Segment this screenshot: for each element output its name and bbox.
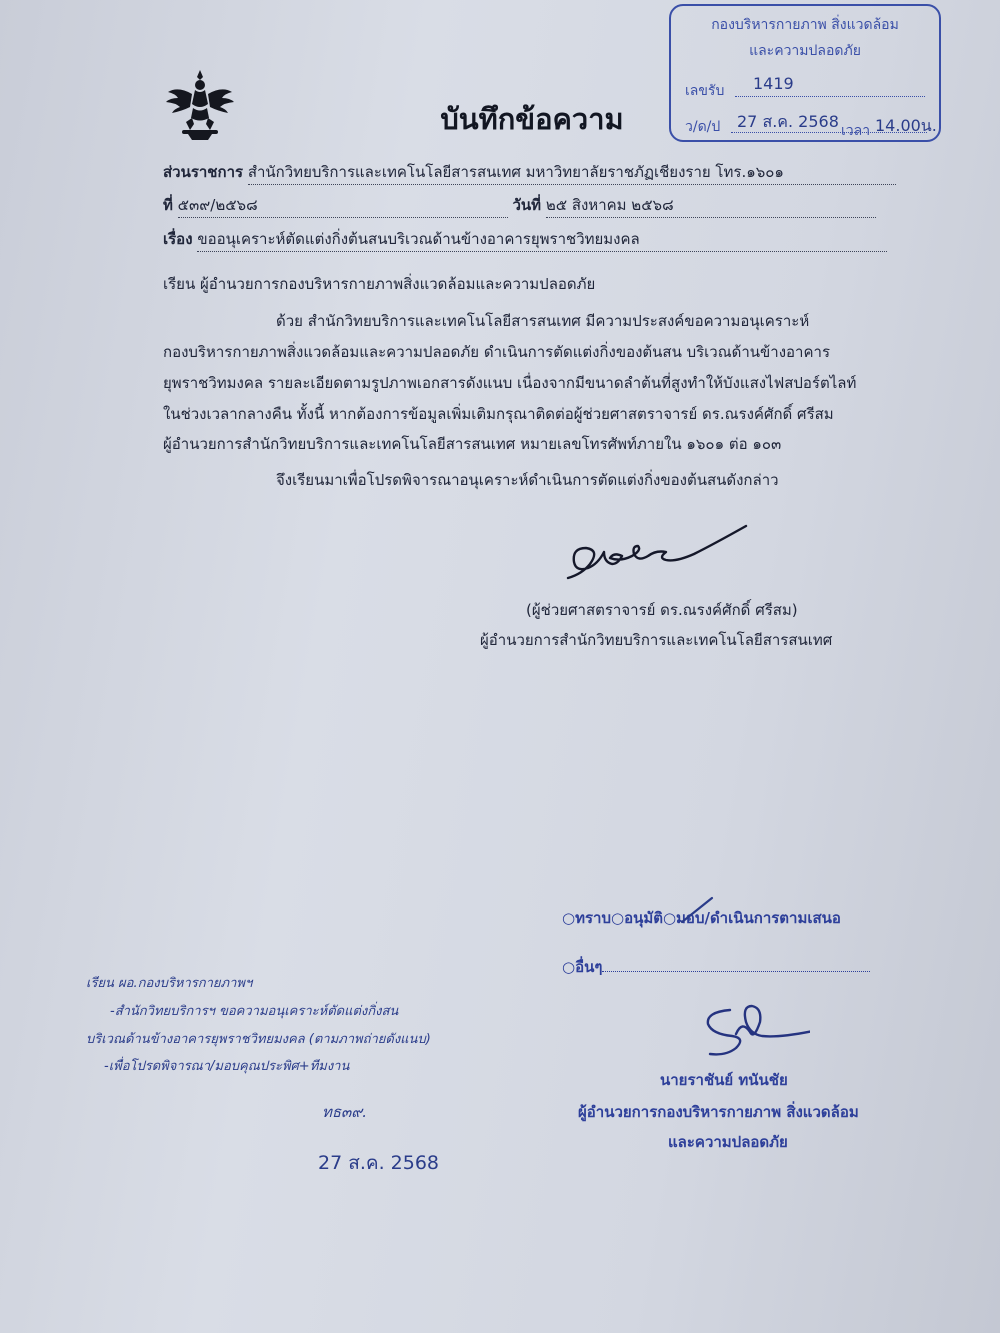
agency-value: สำนักวิทยบริการและเทคโนโลยีสารสนเทศ มหาวิทยาลัยราชภัฏเชียงราย โทร.๑๖๐๑	[248, 160, 896, 185]
paragraph-line-5: ผู้อำนวยการสำนักวิทยบริการและเทคโนโลยีสารสนเทศ หมายเลขโทรศัพท์ภายใน ๑๖๐๑ ต่อ ๑๐๓	[163, 435, 782, 453]
approver-signature	[700, 1000, 810, 1058]
stamp-receive-no: 1419	[753, 74, 794, 93]
endorsement-initials: ทธ๓๙.	[322, 1103, 368, 1121]
endorsement-date: 27 ส.ค. 2568	[318, 1152, 439, 1174]
stamp-date-value: 27 ส.ค. 2568	[737, 112, 839, 131]
endorsement-line-4: -เพื่อโปรดพิจารณา/มอบคุณประพิศ+ทีมงาน	[104, 1059, 350, 1074]
approver-position-2: และความปลอดภัย	[668, 1133, 788, 1151]
receipt-stamp	[669, 4, 941, 142]
stamp-time-value: 14.00น.	[875, 116, 937, 135]
paragraph-line-3: ยุพราชวิทมงคล รายละเอียดตามรูปภาพเอกสารดังแนบ เนื่องจากมีขนาดลำต้นที่สูงทำให้บังแสงไฟสปอร์ตไลท์	[163, 374, 857, 392]
subject-row	[163, 227, 887, 252]
ref-row	[163, 193, 876, 218]
endorsement-line-2: -สำนักวิทยบริการฯ ขอความอนุเคราะห์ตัดแต่งกิ่งสน	[110, 1004, 399, 1019]
decision-other	[562, 955, 870, 979]
subject-label: เรื่อง	[163, 230, 193, 248]
date-value: ๒๕ สิงหาคม ๒๕๖๘	[546, 193, 876, 218]
approver-name: นายราชันย์ ทนันชัย	[660, 1071, 788, 1089]
stamp-date-label: ว/ด/ป	[685, 119, 721, 135]
ref-label: ที่	[163, 196, 173, 214]
paragraph-line-2: กองบริหารกายภาพสิ่งแวดล้อมและความปลอดภัย ดำเนินการตัดแต่งกิ่งของต้นสน บริเวณด้านข้างอาคาร	[163, 343, 830, 361]
endorsement-line-3: บริเวณด้านข้างอาคารยุพราชวิทยมงคล (ตามภาพถ่ายดังแนบ)	[86, 1032, 431, 1047]
signer-position: ผู้อำนวยการสำนักวิทยบริการและเทคโนโลยีสารสนเทศ	[480, 631, 833, 649]
stamp-time-label: เวลา	[841, 123, 871, 139]
date-label: วันที่	[512, 196, 542, 214]
closing-line: จึงเรียนมาเพื่อโปรดพิจารณาอนุเคราะห์ดำเนินการตัดแต่งกิ่งของต้นสนดังกล่าว	[276, 471, 779, 489]
stamp-org-line1: กองบริหารกายภาพ สิ่งแวดล้อม	[711, 17, 899, 33]
page-title: บันทึกข้อความ	[440, 102, 624, 136]
ref-value: ๕๓๙/๒๕๖๘	[178, 193, 508, 218]
stamp-receive-label: เลขรับ	[685, 83, 725, 99]
decision-other-dots	[602, 971, 870, 972]
decision-other-label: ○อื่นๆ	[562, 958, 603, 976]
salutation: เรียน ผู้อำนวยการกองบริหารกายภาพสิ่งแวดล้อมและความปลอดภัย	[163, 275, 596, 293]
agency-label: ส่วนราชการ	[163, 163, 244, 181]
subject-value: ขออนุเคราะห์ตัดแต่งกิ่งต้นสนบริเวณด้านข้างอาคารยุพราชวิทยมงคล	[197, 227, 887, 252]
signer-name: (ผู้ช่วยศาสตราจารย์ ดร.ณรงค์ศักดิ์ ศรีสม)	[526, 601, 798, 619]
agency-row	[163, 160, 896, 185]
paragraph-line-4: ในช่วงเวลากลางคืน ทั้งนี้ หากต้องการข้อมูลเพิ่มเติมกรุณาติดต่อผู้ช่วยศาสตราจารย์ ดร.ณรงค์ศักดิ์ ศรีสม	[163, 405, 834, 423]
endorsement-line-1: เรียน ผอ.กองบริหารกายภาพฯ	[86, 976, 253, 991]
stamp-org-line2: และความปลอดภัย	[749, 43, 861, 59]
director-signature	[560, 522, 775, 587]
stamp-receive-dots	[735, 96, 925, 97]
decision-options: ○ทราบ○อนุมัติ○มอบ/ดำเนินการตามเสนอ	[562, 909, 841, 927]
approver-position: ผู้อำนวยการกองบริหารกายภาพ สิ่งแวดล้อม	[578, 1103, 859, 1121]
checkmark-icon	[680, 896, 714, 926]
paragraph-line-1: ด้วย สำนักวิทยบริการและเทคโนโลยีสารสนเทศ มีความประสงค์ขอความอนุเคราะห์	[276, 312, 810, 330]
